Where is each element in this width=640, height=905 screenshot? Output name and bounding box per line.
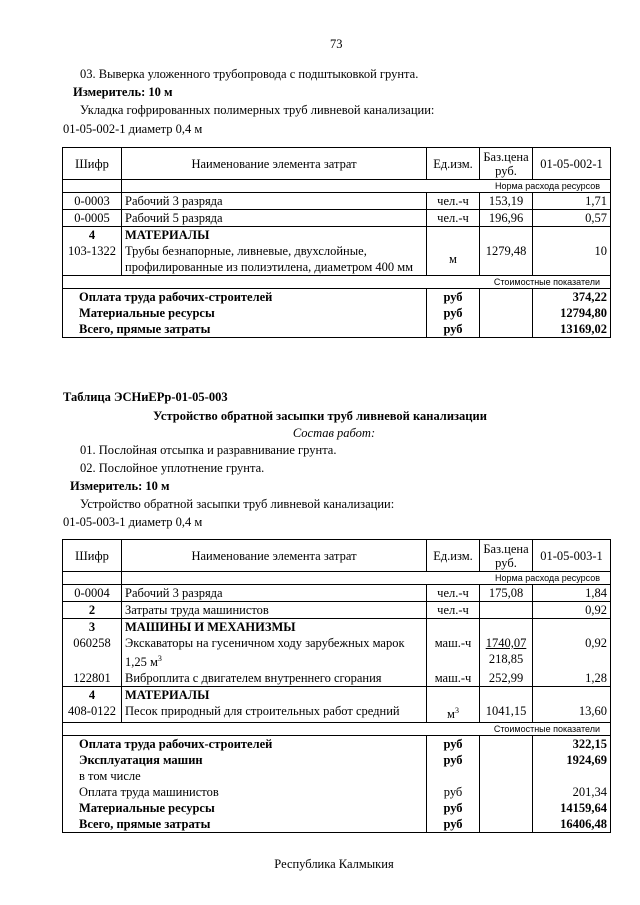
row-code: 0-0003 <box>63 193 122 210</box>
total-value: 374,22 <box>533 289 611 306</box>
table-row <box>63 602 611 619</box>
col-unit-header: Ед.изм. <box>427 540 480 572</box>
operation-02: 02. Послойное уплотнение грунта. <box>80 461 265 475</box>
meter-2: Измеритель: 10 м <box>70 479 170 493</box>
row-price: 1041,15 <box>480 703 533 723</box>
col-name-header: Наименование элемента затрат <box>122 540 427 572</box>
row-code: 060258 <box>63 635 122 670</box>
norm-table-1 <box>62 147 611 338</box>
row-price: 153,19 <box>480 193 533 210</box>
row-value: 0,57 <box>533 210 611 227</box>
row-price: 252,99 <box>480 670 533 687</box>
norm-table-2 <box>62 539 611 833</box>
section-heading: Устройство обратной засыпки труб ливневой канализации <box>153 409 487 423</box>
total-value: 322,15 <box>533 736 611 753</box>
row-name: Песок природный для строительных работ средний <box>122 703 427 723</box>
row-unit: чел.-ч <box>427 602 480 619</box>
page-number: 73 <box>330 37 343 51</box>
row-price: 175,08 <box>480 585 533 602</box>
row-code: 408-0122 <box>63 703 122 723</box>
table-row <box>63 210 611 227</box>
group-name: МАТЕРИАЛЫ <box>122 687 427 704</box>
group-code: 4 <box>63 227 122 244</box>
row-name: Рабочий 3 разряда <box>122 193 427 210</box>
total-row <box>63 289 611 306</box>
total-value: 14159,64 <box>533 800 611 816</box>
row-code: 0-0005 <box>63 210 122 227</box>
total-unit: руб <box>427 736 480 753</box>
total-label: Оплата труда рабочих-строителей <box>63 289 427 306</box>
norm-caption: Норма расхода ресурсов <box>122 180 611 193</box>
total-row <box>63 752 611 768</box>
table-row <box>63 703 611 723</box>
table-row <box>63 585 611 602</box>
operation-01: 01. Послойная отсыпка и разравнивание грунта. <box>80 443 337 457</box>
total-label: Оплата труда машинистов <box>63 784 427 800</box>
col-unit-header: Ед.изм. <box>427 148 480 180</box>
row-unit: чел.-ч <box>427 210 480 227</box>
row-value: 1,84 <box>533 585 611 602</box>
cost-caption: Стоимостные показатели <box>63 723 611 736</box>
total-row <box>63 816 611 833</box>
row-unit: $м^3$ <box>427 703 480 723</box>
table-row <box>63 243 611 276</box>
row-name: Трубы безнапорные, ливневые, двухслойные, профилированные из полиэтилена, диаметром 400 мм <box>122 243 427 276</box>
cost-caption: Стоимостные показатели <box>63 276 611 289</box>
row-value: 0,92 <box>533 602 611 619</box>
total-label: в том числе <box>63 768 427 784</box>
col-name-header: Наименование элемента затрат <box>122 148 427 180</box>
total-unit: руб <box>427 289 480 306</box>
row-value: 1,71 <box>533 193 611 210</box>
total-label: Всего, прямые затраты <box>63 816 427 833</box>
col-price-header: Баз.цена руб. <box>480 148 533 180</box>
row-name: Виброплита с двигателем внутреннего сгорания <box>122 670 427 687</box>
total-value: 16406,48 <box>533 816 611 833</box>
table-title: Таблица ЭСНиЕРр-01-05-003 <box>63 390 228 404</box>
group-code: 4 <box>63 687 122 704</box>
row-unit: маш.-ч <box>427 635 480 670</box>
row-value: 0,92 <box>533 635 611 670</box>
total-row <box>63 768 611 784</box>
col-norm-header: 01-05-003-1 <box>533 540 611 572</box>
total-unit: руб <box>427 321 480 338</box>
total-value: 201,34 <box>533 784 611 800</box>
row-value: 1,28 <box>533 670 611 687</box>
row-name: Рабочий 5 разряда <box>122 210 427 227</box>
col-code-header: Шифр <box>63 148 122 180</box>
row-value: 10 <box>533 243 611 276</box>
description-1: Укладка гофрированных полимерных труб ливневой канализации: <box>80 103 435 117</box>
row-name: Затраты труда машинистов <box>122 602 427 619</box>
row-code: 122801 <box>63 670 122 687</box>
total-unit: руб <box>427 305 480 321</box>
col-code-header: Шифр <box>63 540 122 572</box>
code-line-2: 01-05-003-1 диаметр 0,4 м <box>63 515 203 529</box>
total-row <box>63 321 611 338</box>
total-label: Материальные ресурсы <box>63 305 427 321</box>
col-price-header: Баз.цена руб. <box>480 540 533 572</box>
row-value: 13,60 <box>533 703 611 723</box>
total-value <box>533 768 611 784</box>
total-row <box>63 305 611 321</box>
row-name: Рабочий 3 разряда <box>122 585 427 602</box>
total-row <box>63 784 611 800</box>
description-2: Устройство обратной засыпки труб ливневой канализации: <box>80 497 395 511</box>
row-price: 1740,07 218,85 <box>480 635 533 670</box>
total-label: Всего, прямые затраты <box>63 321 427 338</box>
row-code: 0-0004 <box>63 585 122 602</box>
total-unit: руб <box>427 800 480 816</box>
total-unit: руб <box>427 752 480 768</box>
group-code: 3 <box>63 619 122 636</box>
col-norm-header: 01-05-002-1 <box>533 148 611 180</box>
group-name: МАТЕРИАЛЫ <box>122 227 427 244</box>
table-row <box>63 193 611 210</box>
total-value: 13169,02 <box>533 321 611 338</box>
total-label: Эксплуатация машин <box>63 752 427 768</box>
table-row <box>63 635 611 670</box>
total-label: Оплата труда рабочих-строителей <box>63 736 427 753</box>
total-value: 1924,69 <box>533 752 611 768</box>
row-unit: чел.-ч <box>427 193 480 210</box>
group-name: МАШИНЫ И МЕХАНИЗМЫ <box>122 619 427 636</box>
row-unit: чел.-ч <box>427 585 480 602</box>
footer-region: Республика Калмыкия <box>274 857 394 871</box>
works-caption: Состав работ: <box>292 426 376 440</box>
total-value: 12794,80 <box>533 305 611 321</box>
total-unit <box>427 768 480 784</box>
row-price: 196,96 <box>480 210 533 227</box>
total-label: Материальные ресурсы <box>63 800 427 816</box>
row-unit: м <box>427 243 480 276</box>
total-row <box>63 736 611 753</box>
norm-caption: Норма расхода ресурсов <box>122 572 611 585</box>
total-row <box>63 800 611 816</box>
row-code: 103-1322 <box>63 243 122 276</box>
row-name: Экскаваторы на гусеничном ходу зарубежных марок 1,25 $м^3$ <box>122 635 427 670</box>
row-code: 2 <box>63 602 122 619</box>
operation-03: 03. Выверка уложенного трубопровода с подштыковкой грунта. <box>80 67 419 81</box>
table-row <box>63 670 611 687</box>
code-line-1: 01-05-002-1 диаметр 0,4 м <box>63 122 203 136</box>
row-price: 1279,48 <box>480 243 533 276</box>
row-unit: маш.-ч <box>427 670 480 687</box>
meter-1: Измеритель: 10 м <box>73 85 173 99</box>
total-unit: руб <box>427 784 480 800</box>
total-unit: руб <box>427 816 480 833</box>
